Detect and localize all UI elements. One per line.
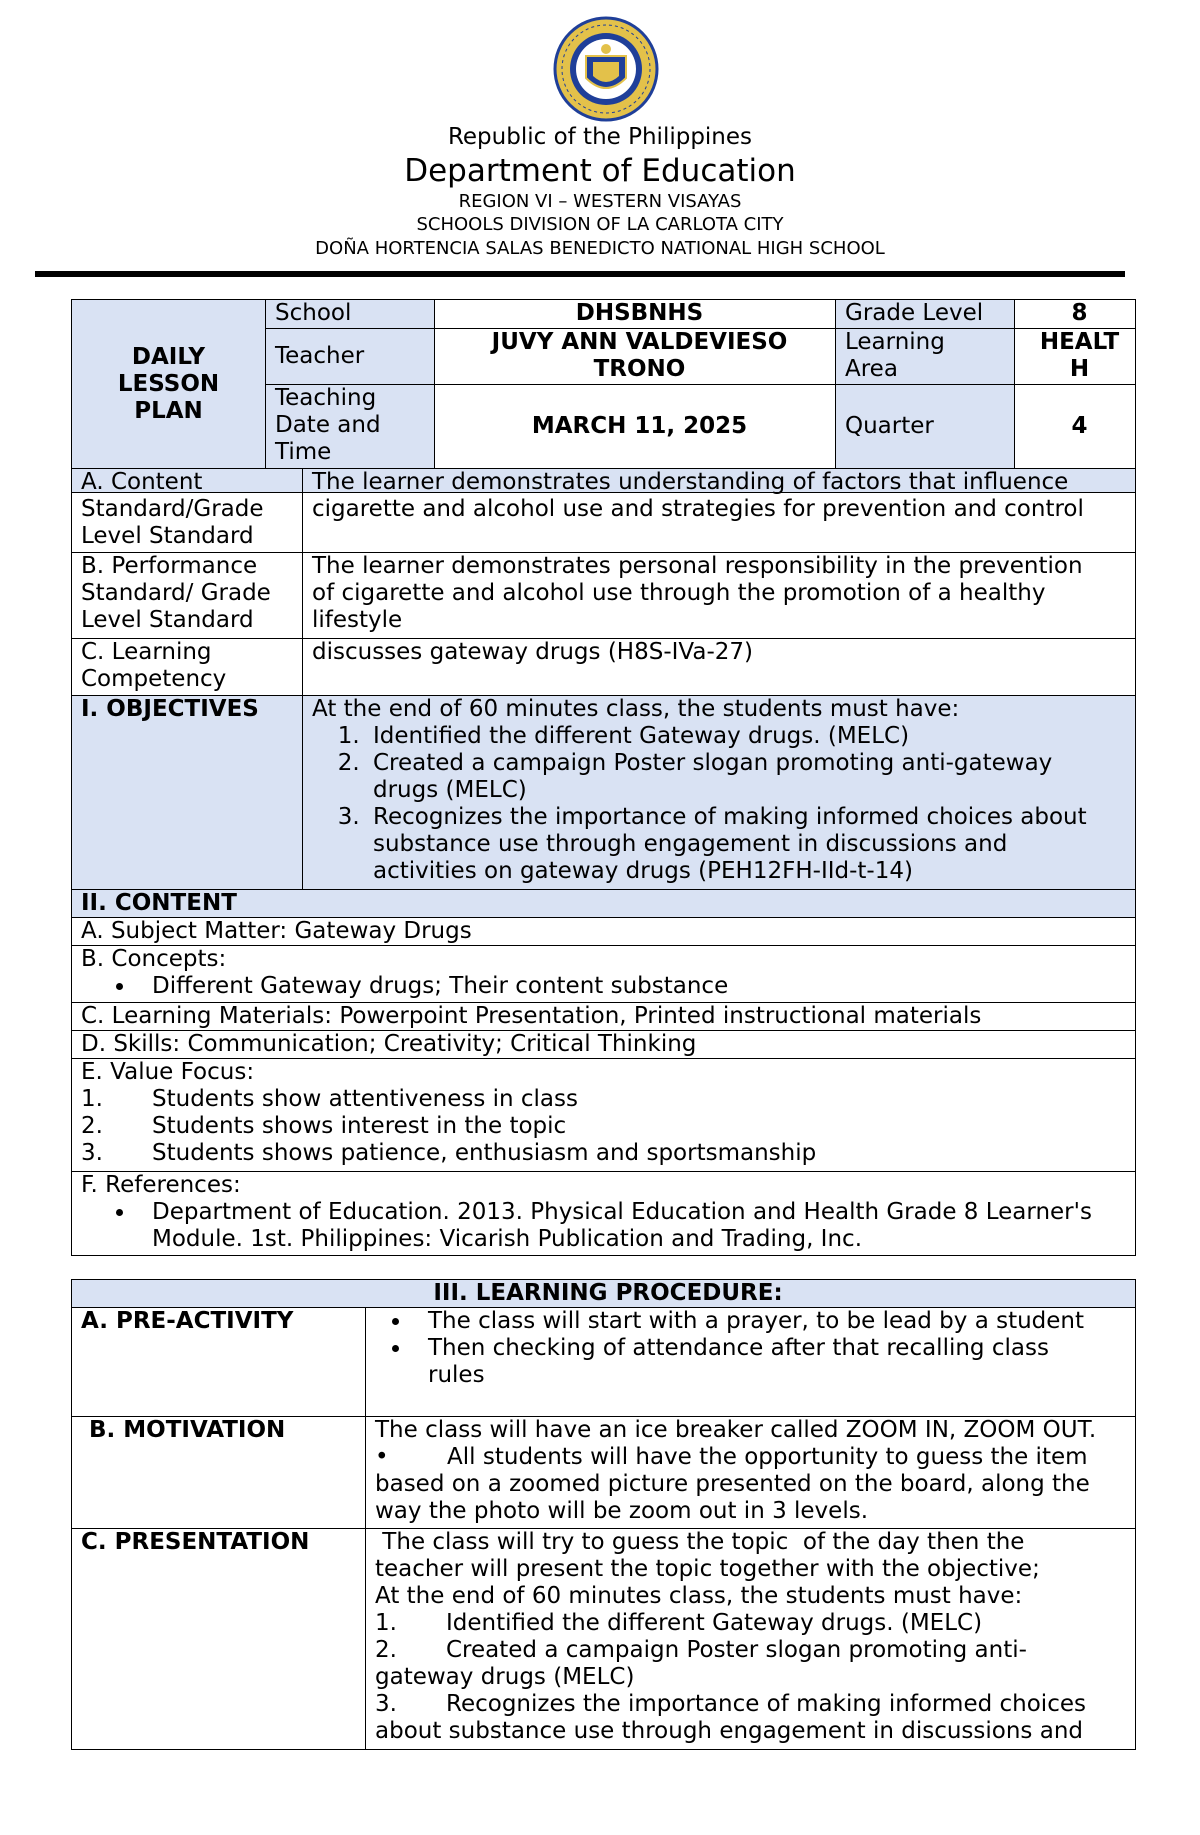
- pre-activity-text: [366, 1308, 1136, 1417]
- objectives-intro: At the end of 60 minutes class, the students must have:: [312, 696, 960, 722]
- label-line: C. Learning: [81, 639, 212, 665]
- objective-item: [367, 750, 1135, 804]
- value-number: 2.: [81, 1113, 103, 1139]
- label-line: B. Performance: [81, 553, 258, 579]
- date-label-line: Time: [275, 439, 332, 465]
- pre-activity-item: • The class will start with a prayer, to be lead by a student: [412, 1308, 1135, 1335]
- references-cell: [72, 1172, 1136, 1256]
- pre-activity-label: A. PRE-ACTIVITY: [72, 1308, 366, 1417]
- content-standard-text: [303, 469, 1136, 553]
- motivation-line: The class will have an ice breaker called ZOOM IN, ZOOM OUT.: [375, 1417, 1097, 1443]
- pre-activity-item: [412, 1335, 1135, 1389]
- value-number: 3.: [81, 1140, 103, 1166]
- value-item: [81, 1140, 1135, 1167]
- objective-item: [367, 804, 1135, 885]
- teacher-value-line: JUVY ANN VALDEVIESO: [491, 329, 788, 355]
- motivation-label: B. MOTIVATION: [72, 1417, 366, 1529]
- division-heading: SCHOOLS DIVISION OF LA CARLOTA CITY: [416, 214, 784, 235]
- grade-label: Grade Level: [836, 300, 1015, 329]
- republic-heading: Republic of the Philippines: [447, 124, 753, 150]
- area-label-line: Area: [845, 356, 898, 382]
- presentation-number: 2.: [375, 1637, 397, 1663]
- header-divider: [35, 271, 1125, 277]
- objective-line: activities on gateway drugs (PEH12FH-IId-t-14): [373, 858, 913, 884]
- date-label: [266, 385, 435, 469]
- objectives-cell: [303, 696, 1136, 890]
- objective-line: drugs (MELC): [373, 777, 527, 803]
- presentation-line: gateway drugs (MELC): [375, 1664, 635, 1690]
- text-line: lifestyle: [312, 607, 403, 633]
- text-line: cigarette and alcohol use and strategies for prevention and control: [312, 496, 1084, 522]
- area-value-line: HEALT: [1039, 329, 1120, 355]
- teacher-label: Teacher: [266, 329, 435, 385]
- label-line: A. Content: [81, 469, 203, 495]
- value-item: [81, 1086, 1135, 1113]
- learning-materials: C. Learning Materials: Powerpoint Presentation, Printed instructional materials: [72, 1003, 1136, 1031]
- presentation-item-text: Created a campaign Poster slogan promoting anti-: [446, 1637, 1027, 1663]
- date-label-line: Date and: [275, 412, 381, 438]
- region-heading: REGION VI – WESTERN VISAYAS: [458, 191, 742, 212]
- pre-activity-list: [375, 1308, 1135, 1389]
- motivation-text: [366, 1417, 1136, 1529]
- presentation-number: 3.: [375, 1691, 397, 1717]
- area-label: [836, 329, 1015, 385]
- dlp-title-cell: [72, 300, 266, 469]
- lesson-info-table: [71, 299, 1136, 493]
- concepts-label: B. Concepts:: [81, 946, 227, 972]
- presentation-line: At the end of 60 minutes class, the students must have:: [375, 1583, 1023, 1609]
- teacher-value: [435, 329, 836, 385]
- value-focus-label: E. Value Focus:: [81, 1059, 255, 1085]
- text-line: The learner demonstrates personal responsibility in the prevention: [312, 553, 1083, 579]
- content-heading: II. CONTENT: [72, 890, 1136, 918]
- deped-seal-icon: [553, 16, 659, 122]
- presentation-item: [375, 1610, 1135, 1637]
- competency-label: [72, 639, 303, 696]
- objectives-list: [312, 723, 1135, 885]
- presentation-label: C. PRESENTATION: [72, 1529, 366, 1750]
- presentation-item-text: Recognizes the importance of making informed choices: [446, 1691, 1086, 1717]
- motivation-line: • All students will have the opportunity to guess the item: [375, 1444, 1088, 1470]
- area-value: [1015, 329, 1136, 385]
- value-number: 1.: [81, 1086, 103, 1112]
- reference-line: • Department of Education. 2013. Physical Education and Health Grade 8 Learner's: [152, 1199, 1092, 1225]
- competency-text: discusses gateway drugs (H8S-IVa-27): [303, 639, 1136, 696]
- objective-line: substance use through engagement in discussions and: [373, 831, 1008, 857]
- reference-item: [136, 1199, 1135, 1253]
- label-line: Standard/Grade: [81, 496, 264, 522]
- subject-matter: A. Subject Matter: Gateway Drugs: [72, 918, 1136, 946]
- presentation-item: [375, 1637, 1135, 1664]
- content-standard-label: [72, 469, 303, 553]
- presentation-line: The class will try to guess the topic of the day then the: [375, 1529, 1025, 1555]
- performance-standard-label: [72, 553, 303, 639]
- department-heading: Department of Education: [404, 153, 796, 189]
- presentation-text: [366, 1529, 1136, 1750]
- date-value: MARCH 11, 2025: [435, 385, 836, 469]
- concept-item: • Different Gateway drugs; Their content substance: [136, 973, 1135, 1000]
- pre-activity-line: • Then checking of attendance after that recalling class: [428, 1335, 1049, 1361]
- objectives-label: I. OBJECTIVES: [72, 696, 303, 890]
- presentation-number: 1.: [375, 1610, 397, 1636]
- skills: D. Skills: Communication; Creativity; Critical Thinking: [72, 1031, 1136, 1059]
- procedure-heading: III. LEARNING PROCEDURE:: [72, 1280, 1136, 1308]
- text-line: of cigarette and alcohol use through the promotion of a healthy: [312, 580, 1046, 606]
- school-label: School: [266, 300, 435, 329]
- date-label-line: Teaching: [275, 385, 377, 411]
- school-heading: DOÑA HORTENCIA SALAS BENEDICTO NATIONAL HIGH SCHOOL: [315, 238, 885, 259]
- references-label: F. References:: [81, 1172, 241, 1198]
- label-line: Level Standard: [81, 607, 254, 633]
- grade-value: 8: [1015, 300, 1136, 329]
- label-line: Standard/ Grade: [81, 580, 271, 606]
- value-focus-cell: [72, 1059, 1136, 1172]
- objective-line: 1. Identified the different Gateway drugs. (MELC): [373, 723, 910, 749]
- objective-item: [367, 723, 1135, 750]
- pre-activity-line: rules: [428, 1362, 485, 1388]
- procedure-table: [71, 1279, 1136, 1750]
- value-item: [81, 1113, 1135, 1140]
- value-text: Students show attentiveness in class: [152, 1086, 578, 1112]
- teacher-value-line: TRONO: [593, 356, 686, 382]
- objective-line: 3. Recognizes the importance of making informed choices about: [373, 804, 1087, 830]
- motivation-line: based on a zoomed picture presented on the board, along the: [375, 1471, 1090, 1497]
- standards-table: [71, 468, 1136, 1256]
- area-label-line: Learning: [845, 329, 945, 355]
- dlp-title: DAILY LESSON PLAN: [117, 343, 220, 424]
- value-text: Students shows patience, enthusiasm and sportsmanship: [152, 1140, 817, 1166]
- presentation-item-text: Identified the different Gateway drugs. (MELC): [446, 1610, 983, 1636]
- objective-line: 2. Created a campaign Poster slogan promoting anti-gateway: [373, 750, 1053, 776]
- value-text: Students shows interest in the topic: [152, 1113, 567, 1139]
- concepts-cell: [72, 946, 1136, 1003]
- quarter-label: Quarter: [836, 385, 1015, 469]
- text-line: The learner demonstrates understanding of factors that influence: [312, 469, 1069, 495]
- presentation-item: [375, 1691, 1135, 1718]
- school-value: DHSBNHS: [435, 300, 836, 329]
- label-line: Competency: [81, 666, 227, 692]
- quarter-value: 4: [1015, 385, 1136, 469]
- area-value-line: H: [1069, 356, 1090, 382]
- presentation-line: about substance use through engagement in discussions and: [375, 1718, 1083, 1744]
- references-list: [81, 1199, 1135, 1253]
- motivation-line: way the photo will be zoom out in 3 levels.: [375, 1498, 869, 1524]
- concepts-list: [81, 973, 1135, 1000]
- presentation-line: teacher will present the topic together with the objective;: [375, 1556, 1040, 1582]
- reference-line: Module. 1st. Philippines: Vicarish Publication and Trading, Inc.: [152, 1226, 863, 1252]
- label-line: Level Standard: [81, 523, 254, 549]
- performance-standard-text: [303, 553, 1136, 639]
